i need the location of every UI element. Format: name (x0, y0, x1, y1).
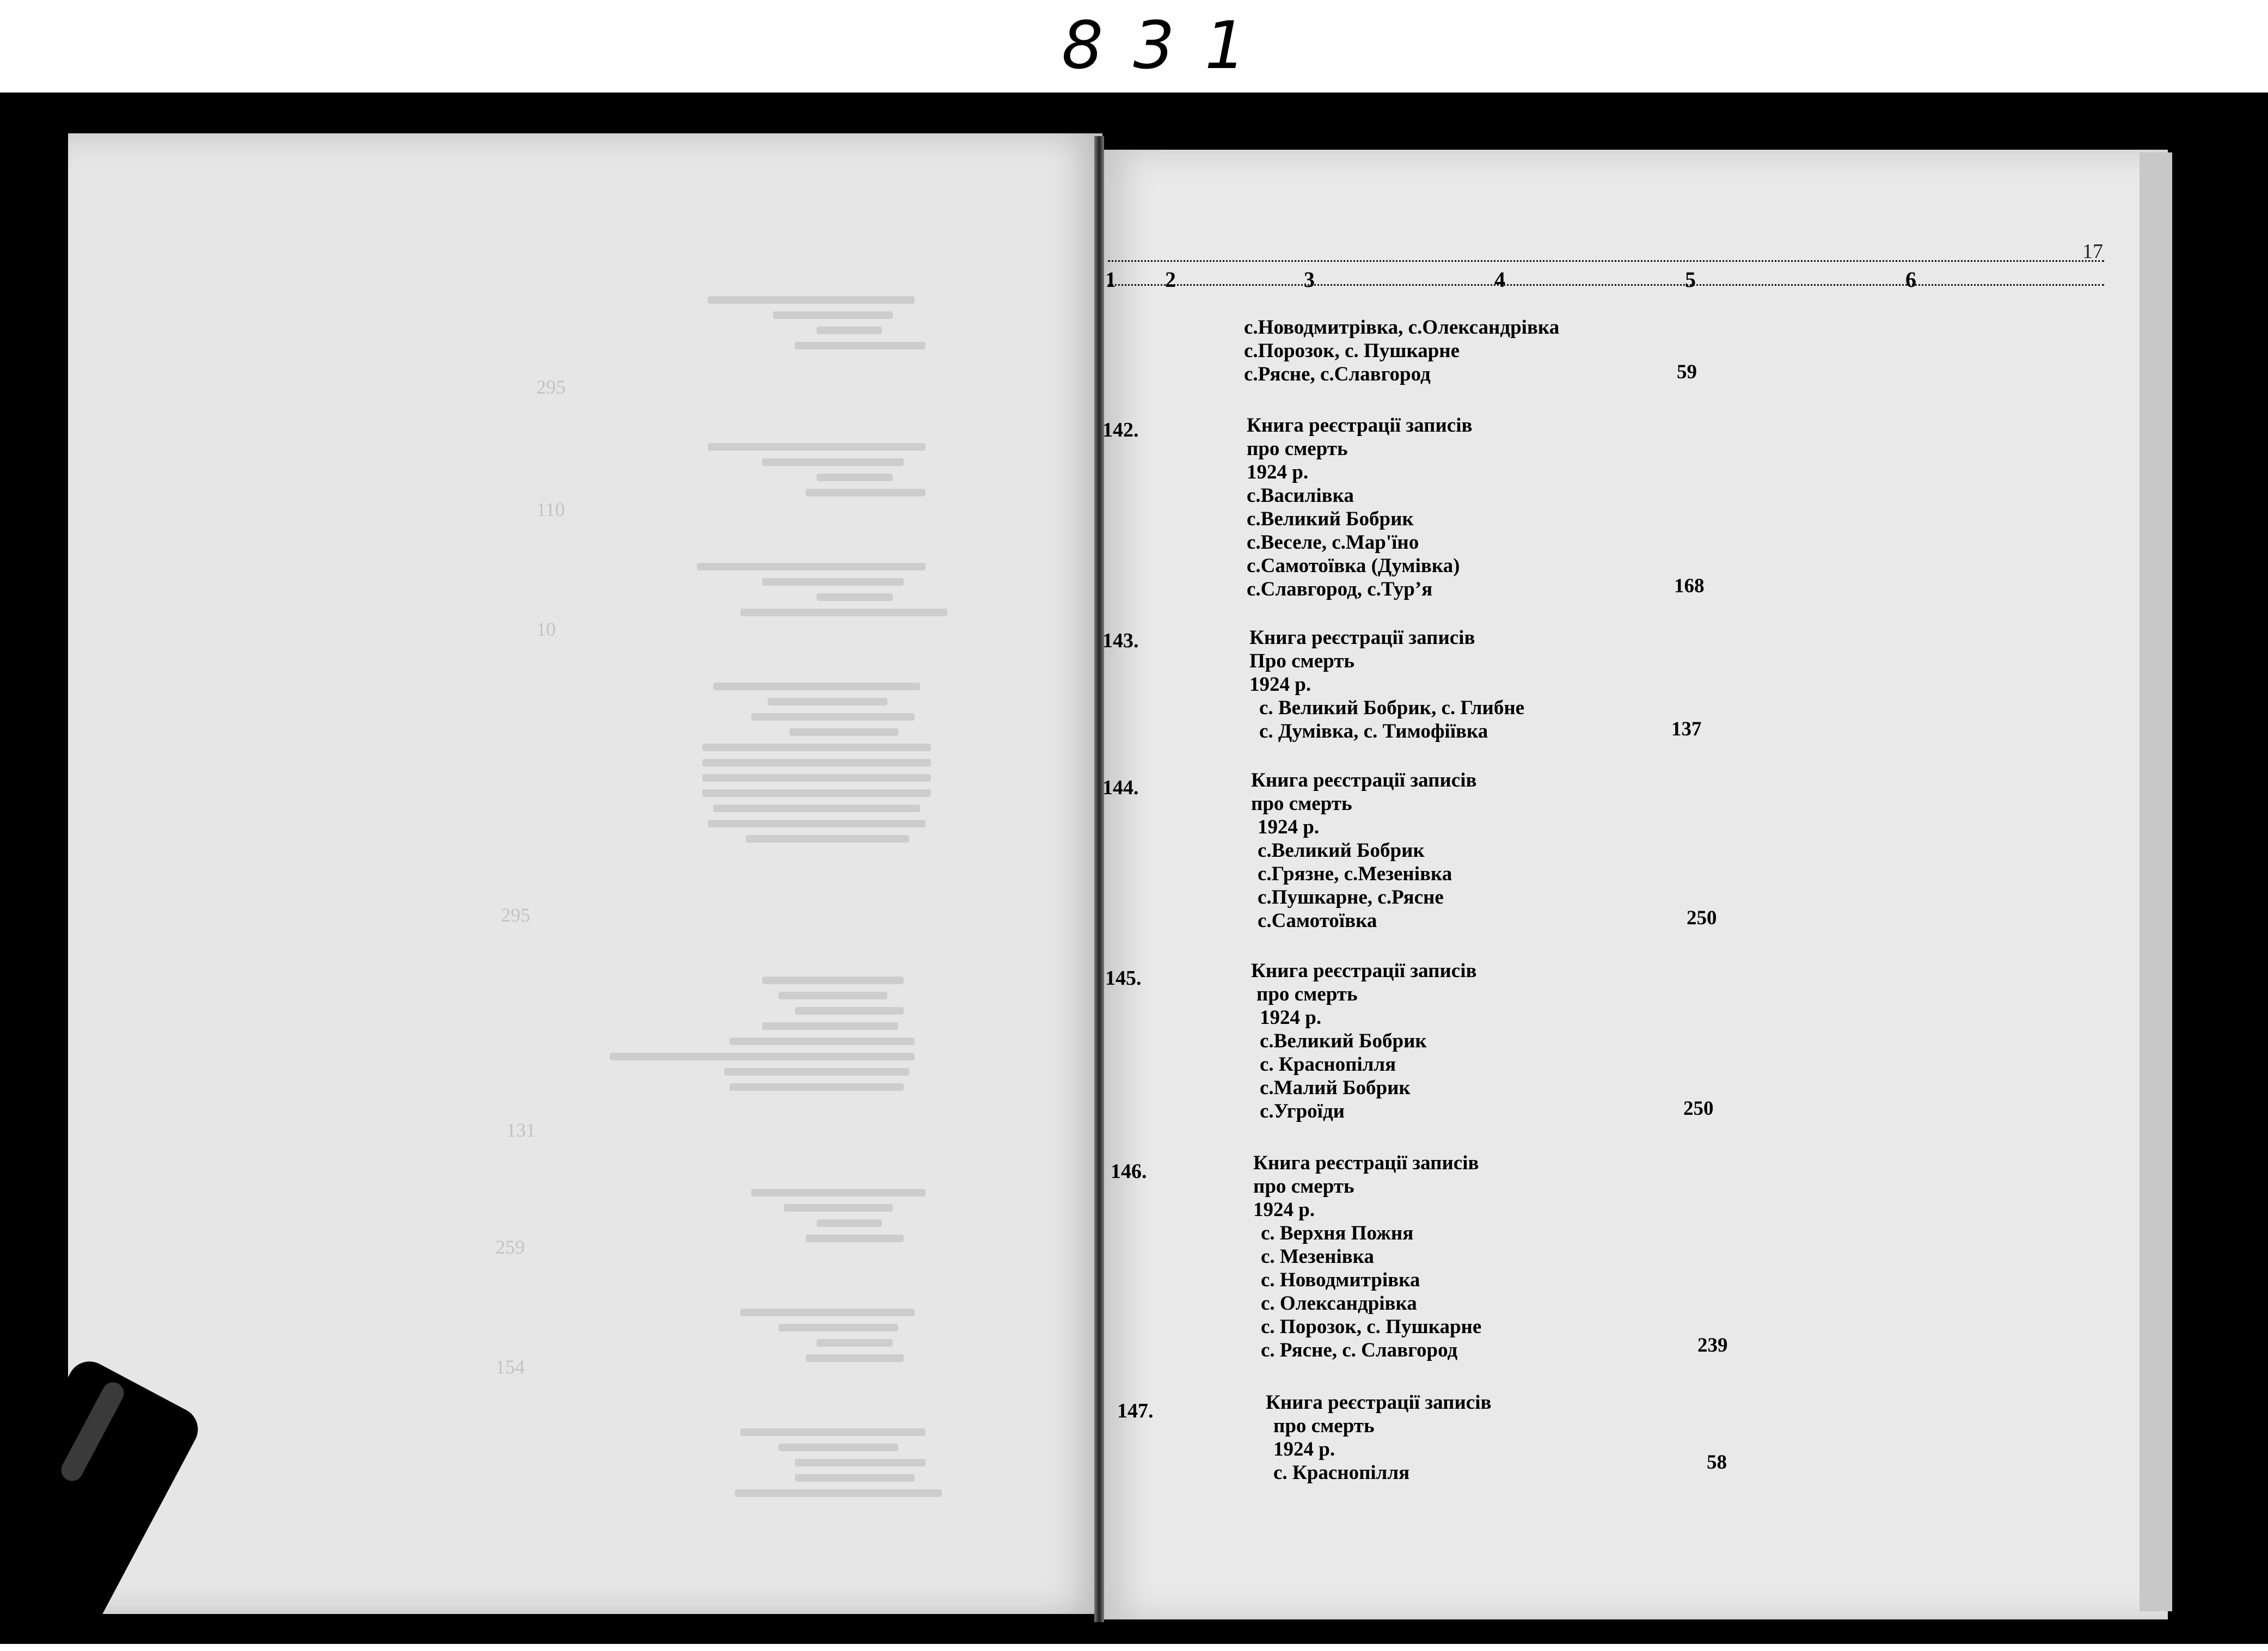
entry-line: с. Великий Бобрик, с. Глибне (1259, 697, 1525, 719)
entry-line: про смерть (1256, 983, 1358, 1005)
table-top-rule (1108, 260, 2104, 262)
entry-line: с.Угроїди (1260, 1100, 1345, 1122)
column-header-6: 6 (1905, 267, 1916, 292)
entry-title (1247, 414, 1472, 601)
entry-line: про смерть (1251, 793, 1352, 815)
ghost-number: 295 (501, 904, 530, 926)
entry-number: 143. (1102, 629, 1139, 652)
entry-line: 1924 р. (1247, 461, 1309, 483)
column-header-1: 1 (1105, 267, 1116, 292)
entry-count: 58 (1707, 1451, 1727, 1474)
book-gutter (1094, 136, 1104, 1622)
entry-line: 1924 р. (1273, 1438, 1335, 1460)
entry-line: с.Новодмитрівка, с.Олександрівка (1244, 316, 1560, 339)
entry-count: 250 (1687, 907, 1717, 929)
entry-count: 250 (1683, 1097, 1714, 1120)
entry-line: Книга реєстрації записів (1253, 1152, 1479, 1174)
entry-line: Книга реєстрації записів (1249, 627, 1475, 649)
entry-title (1244, 316, 1559, 386)
ghost-number: 110 (536, 499, 565, 520)
entry-title (1251, 769, 1476, 932)
entry-number: 147. (1117, 1400, 1154, 1422)
entry-line: 1924 р. (1253, 1199, 1315, 1221)
entry-line: с. Олександрівка (1261, 1292, 1417, 1315)
ghost-text-block (708, 1421, 958, 1546)
column-header-2: 2 (1165, 267, 1176, 292)
entry-number: 146. (1111, 1160, 1147, 1183)
entry-line: с. Мезенівка (1261, 1245, 1374, 1268)
entry-line: с. Новодмитрівка (1261, 1269, 1420, 1291)
ghost-number: 259 (495, 1236, 525, 1258)
entry-line: Книга реєстрації записів (1251, 960, 1477, 982)
entry-line: с.Славгород, с.Тур’я (1247, 578, 1433, 600)
entry-line: с.Великий Бобрик (1260, 1030, 1427, 1052)
column-header-5: 5 (1685, 267, 1696, 292)
table-header-rule (1108, 284, 2104, 286)
entry-line: с.Веселе, с.Мар'їно (1247, 531, 1419, 554)
entry-line: с. Думівка, с. Тимофіївка (1259, 720, 1488, 742)
entry-line: про смерть (1253, 1175, 1354, 1198)
ghost-text-block (588, 969, 838, 1154)
entry-line: Книга реєстрації записів (1251, 769, 1477, 791)
entry-line: с.Самотоївка (Думівка) (1247, 555, 1460, 577)
entry-line: с. Краснопілля (1273, 1462, 1410, 1484)
entry-line: Книга реєстрації записів (1266, 1391, 1492, 1414)
entry-line: с.Великий Бобрик (1247, 508, 1414, 530)
right-page-edge (2140, 152, 2172, 1611)
entry-line: с.Самотоївка (1258, 910, 1377, 932)
page-number: 17 (2082, 240, 2103, 263)
entry-line: с.Пушкарне, с.Рясне (1258, 886, 1444, 909)
entry-count: 137 (1671, 718, 1702, 740)
entry-number: 145. (1105, 967, 1142, 990)
entry-title (1266, 1391, 1491, 1484)
entry-line: с. Порозок, с. Пушкарне (1261, 1316, 1482, 1338)
column-header-4: 4 (1494, 267, 1505, 292)
entry-line: с. Краснопілля (1260, 1053, 1396, 1076)
entry-line: с.Порозок, с. Пушкарне (1244, 340, 1460, 362)
ghost-text-block (708, 289, 958, 370)
entry-number: 144. (1102, 776, 1139, 799)
entry-count: 239 (1697, 1334, 1728, 1357)
entry-title (1251, 959, 1476, 1123)
entry-line: с.Великий Бобрик (1258, 839, 1425, 862)
entry-count: 168 (1674, 575, 1705, 597)
ghost-number: 295 (536, 376, 566, 398)
entry-count: 59 (1677, 361, 1697, 383)
entry-line: с.Рясне, с.Славгород (1244, 363, 1431, 385)
entry-line: про смерть (1247, 438, 1348, 460)
ghost-text-block (697, 555, 947, 637)
entry-number: 142. (1102, 419, 1139, 441)
entry-line: Книга реєстрації записів (1247, 414, 1473, 437)
ghost-number: 154 (495, 1356, 525, 1378)
entry-line: с.Василівка (1247, 484, 1354, 507)
entry-line: 1924 р. (1249, 673, 1311, 696)
ghost-text-block (708, 1181, 958, 1263)
column-header-3: 3 (1304, 267, 1315, 292)
entry-line: с.Грязне, с.Мезенівка (1258, 863, 1452, 885)
entry-line: с.Малий Бобрик (1260, 1077, 1411, 1099)
entry-line: Про смерть (1249, 650, 1354, 672)
ghost-text-block (681, 675, 931, 958)
archive-mark: 831 (1062, 8, 1277, 84)
entry-title (1253, 1151, 1481, 1362)
entry-line: с. Верхня Пожня (1261, 1222, 1414, 1244)
ghost-text-block (708, 435, 958, 517)
entry-line: 1924 р. (1260, 1006, 1322, 1029)
ghost-number: 131 (506, 1119, 536, 1141)
ghost-text-block (708, 1301, 958, 1383)
ghost-number: 10 (536, 618, 556, 640)
entry-line: с. Рясне, с. Славгород (1261, 1339, 1458, 1361)
entry-title (1249, 626, 1524, 743)
entry-line: про смерть (1273, 1415, 1375, 1437)
entry-line: 1924 р. (1258, 816, 1320, 838)
